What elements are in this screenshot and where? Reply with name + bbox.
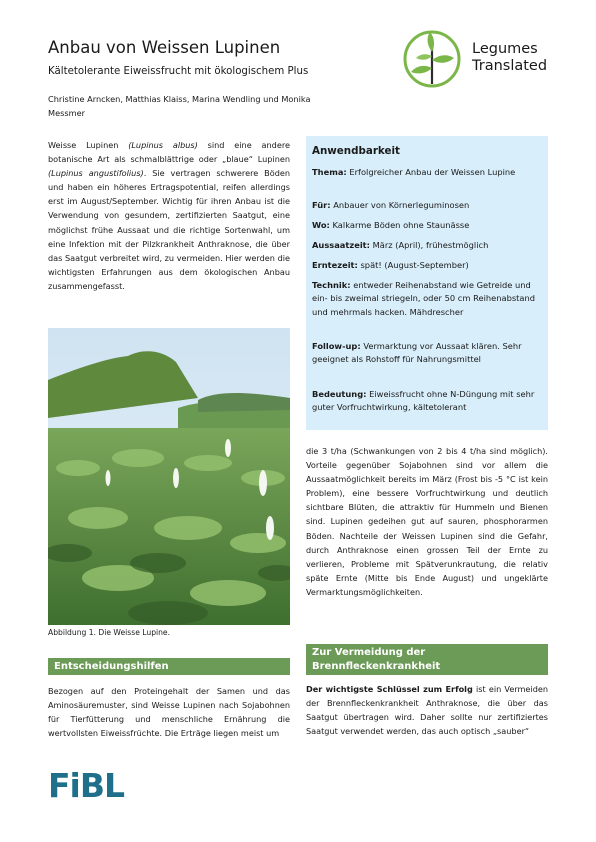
col2-paragraph: die 3 t/ha (Schwankungen von 2 bis 4 t/ha sind möglich). Vorteile gegenüber Sojabohnen sind vor allem die Aussaatmöglichkeit bereits im März (Frost bis -5 °C ist kein Problem), eine bessere Vorfruchtwirkung und deutlich sichtbare Blüten, die attraktiv für Hummeln und Bienen sind. Lupinen gedeihen gut auf sauren, phosphorarmen Böden. Nachteile der Weissen Lupinen sind die Gefahr, durch Anthraknose einen grossen Teil der Ernte zu verlieren, Probleme mit Spätverunkrautung, die relativ späte Ernte (Mitte bis Ende August) und ungeklärte Vermarktungsmöglichkeiten. [306, 446, 548, 597]
section-heading-decision-aids: Entscheidungshilfen [48, 658, 290, 675]
logo-text: Legumes [472, 41, 538, 57]
page-subtitle: Kältetolerante Eiweissfrucht mit ökologischem Plus [48, 66, 309, 77]
applicability-item: Technik: entweder Reihenabstand wie Getreide und ein- bis zweimal striegeln, oder 50 cm Reihenabstand und mehrmals hacken. Mähdrescher [312, 280, 536, 317]
intro-paragraph: Weisse Lupinen (Lupinus albus) sind eine andere botanische Art als schmalblättrige oder „blaue“ Lupinen (Lupinus angustifolius). Sie vertragen schwerere Böden und haben ein höheres Ertragspotential, reifen allerdings erst im August/September. Wichtig für ihren Anbau ist die Verwendung von gesundem, zertifizierten Saatgut, eine möglichst frühe Aussaat und die richtige Sortenwahl, um eine Infektion mit der Pilzkrankheit Anthraknose, die über das Saatgut verbreitet wird, zu vermeiden. Hier werden die wichtigsten Erfahrungen aus dem ökologischen Anbau zusammengefasst. [48, 140, 290, 291]
applicability-item: Erntezeit: spät! (August-September) [312, 260, 469, 270]
svg-text:FiBL: FiBL [48, 768, 125, 800]
applicability-item: Thema: Erfolgreicher Anbau der Weissen Lupine [312, 167, 516, 177]
logo-text: Translated [472, 58, 548, 74]
fibl-logo [48, 768, 126, 800]
applicability-heading: Anwendbarkeit [312, 145, 400, 157]
page-title: Anbau von Weissen Lupinen [48, 38, 281, 57]
section2-paragraph: Der wichtigste Schlüssel zum Erfolg ist ein Vermeiden der Brennfleckenkrankheit Anthraknose, die über das Saatgut übertragen wird. Daher sollte nur zertifiziertes Saatgut verwendet werden, das auch optisch „sauber“ [306, 684, 548, 737]
applicability-item: Für: Anbauer von Körnerleguminosen [312, 200, 470, 210]
section-heading-anthracnose: Zur Vermeidung der Brennfleckenkrankheit [306, 644, 548, 675]
authors: Christine Arncken, Matthias Klaiss, Marina Wendling und Monika Messmer [48, 94, 311, 118]
applicability-item: Wo: Kalkarme Böden ohne Staunässe [312, 220, 470, 230]
section1-paragraph: Bezogen auf den Proteingehalt der Samen und das Aminosäuremuster, sind Weisse Lupinen nach Sojabohnen für Tierfütterung und menschliche Ernährung die wertvollsten Eiweissfrüchte. Die Erträge liegen meist um [48, 686, 290, 739]
figure-caption: Abbildung 1. Die Weisse Lupine. [48, 628, 171, 637]
lupine-field-photo [48, 328, 290, 625]
applicability-item: Aussaatzeit: März (April), frühestmöglich [312, 240, 489, 250]
applicability-item: Follow-up: Vermarktung vor Aussaat klären. Sehr geeignet als Rohstoff für Nahrungsmittel [312, 341, 522, 365]
applicability-item: Bedeutung: Eiweissfrucht ohne N-Düngung mit sehr guter Vorfruchtwirkung, kältetolerant [312, 389, 535, 413]
